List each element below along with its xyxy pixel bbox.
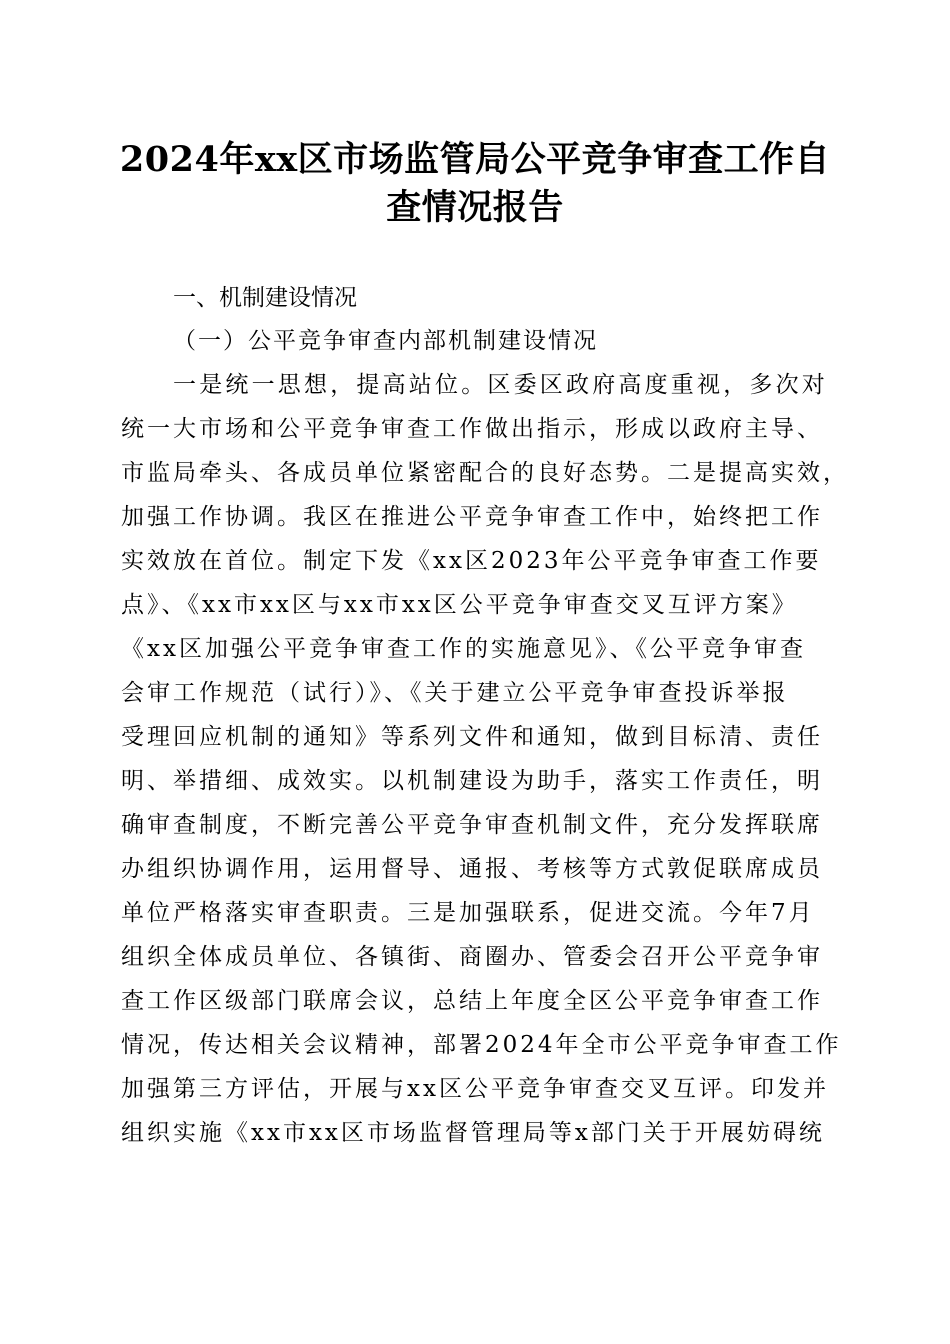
subsection-heading: （一）公平竞争审查内部机制建设情况 (173, 328, 598, 354)
body-line: 组织实施《xx市xx区市场监督管理局等x部门关于开展妨碍统 (121, 1120, 825, 1146)
body-line: 实效放在首位。制定下发《xx区2023年公平竞争审查工作要 (121, 548, 822, 574)
body-line: 确审查制度，不断完善公平竞争审查机制文件，充分发挥联席 (121, 812, 823, 838)
body-line: 加强第三方评估，开展与xx区公平竞争审查交叉互评。印发并 (121, 1076, 829, 1102)
body-line: 受理回应机制的通知》等系列文件和通知，做到目标清、责任 (121, 724, 823, 750)
body-line: 市监局牵头、各成员单位紧密配合的良好态势。二是提高实效， (121, 460, 849, 486)
body-line: 点》、《xx市xx区与xx市xx区公平竞争审查交叉互评方案》 (121, 592, 798, 618)
body-line: 统一大市场和公平竞争审查工作做出指示，形成以政府主导、 (121, 416, 823, 442)
body-line: 加强工作协调。我区在推进公平竞争审查工作中，始终把工作 (121, 504, 823, 530)
section-heading: 一、机制建设情况 (173, 285, 357, 311)
body-line: 单位严格落实审查职责。三是加强联系，促进交流。今年7月 (121, 900, 815, 926)
body-line: 《xx区加强公平竞争审查工作的实施意见》、《公平竞争审查 (121, 636, 806, 662)
body-line: 办组织协调作用，运用督导、通报、考核等方式敦促联席成员 (121, 856, 823, 882)
body-line: 查工作区级部门联席会议，总结上年度全区公平竞争审查工作 (121, 988, 823, 1014)
document-title (100, 136, 850, 232)
body-line: 情况，传达相关会议精神，部署2024年全市公平竞争审查工作 (121, 1032, 842, 1058)
body-line: 会审工作规范（试行）》、《关于建立公平竞争审查投诉举报 (121, 680, 789, 706)
body-line: 明、举措细、成效实。以机制建设为助手，落实工作责任，明 (121, 768, 823, 794)
body-line: 组织全体成员单位、各镇街、商圈办、管委会召开公平竞争审 (121, 944, 823, 970)
body-line: 一是统一思想，提高站位。区委区政府高度重视，多次对 (173, 372, 828, 398)
title-line-2: 查情况报告 (386, 187, 564, 228)
title-line-1: 2024年xx区市场监管局公平竞争审查工作自 (119, 139, 831, 180)
